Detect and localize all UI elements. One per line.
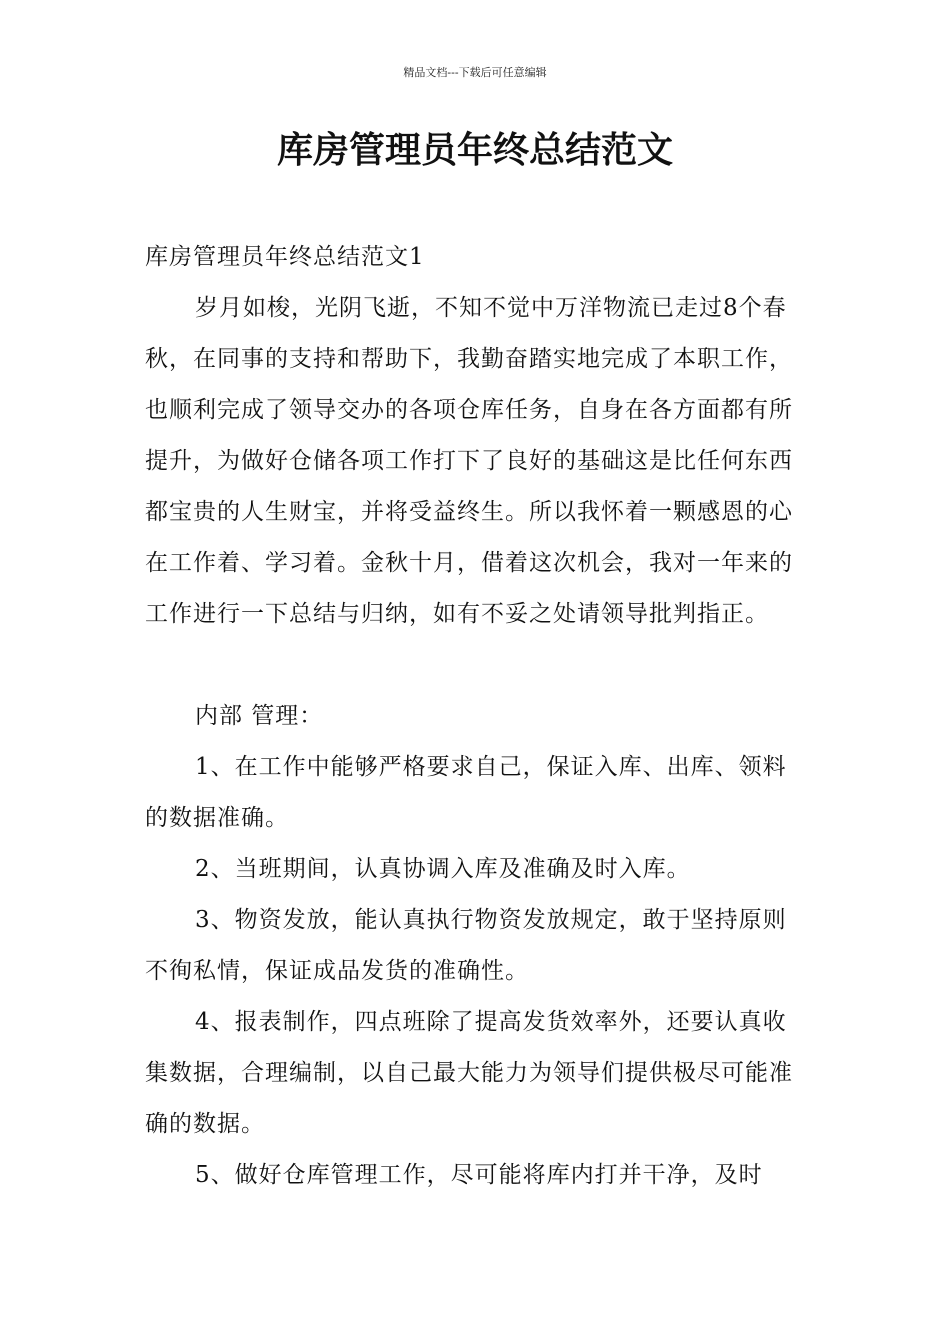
document-body	[145, 232, 810, 1201]
intro-paragraph: 岁月如梭，光阴飞逝，不知不觉中万洋物流已走过8个春秋，在同事的支持和帮助下，我勤奋踏实地完成了本职工作，也顺利完成了领导交办的各项仓库任务，自身在各方面都有所提升，为做好仓储各项工作打下了良好的基础这是比任何东西都宝贵的人生财宝，并将受益终生。所以我怀着一颗感恩的心在工作着、学习着。金秋十月，借着这次机会，我对一年来的工作进行一下总结与归纳，如有不妥之处请领导批判指正。	[145, 295, 793, 627]
section-heading: 内部 管理：	[195, 703, 324, 729]
list-item-1: 1、在工作中能够严格要求自己，保证入库、出库、领料的数据准确。	[145, 754, 787, 831]
list-item-3: 3、物资发放，能认真执行物资发放规定，敢于坚持原则不徇私情，保证成品发货的准确性。	[145, 907, 787, 984]
page-header: 精品文档---下载后可任意编辑	[403, 66, 547, 79]
section-subtitle: 库房管理员年终总结范文1	[145, 244, 425, 270]
paragraph-spacer	[145, 640, 810, 691]
list-item-4: 4、报表制作，四点班除了提高发货效率外，还要认真收集数据，合理编制，以自己最大能力为领导们提供极尽可能准确的数据。	[145, 1009, 793, 1137]
list-item-5: 5、做好仓库管理工作，尽可能将库内打并干净，及时	[195, 1162, 763, 1188]
document-title: 库房管理员年终总结范文	[276, 130, 673, 171]
list-item-2: 2、当班期间，认真协调入库及准确及时入库。	[195, 856, 691, 882]
